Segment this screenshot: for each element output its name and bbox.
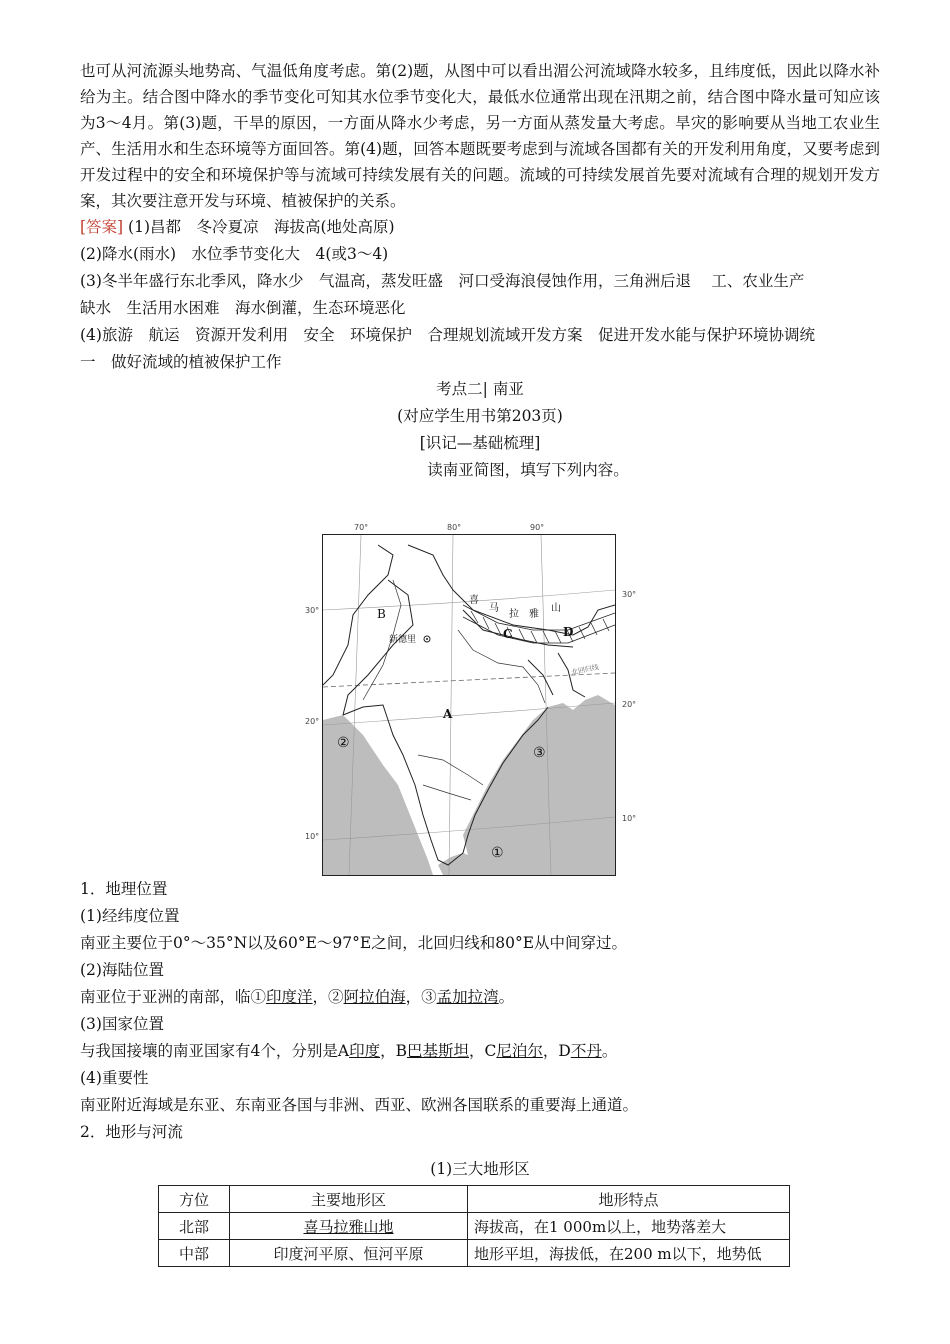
delhi-dot bbox=[426, 638, 428, 640]
lon-label-80: 80° bbox=[447, 523, 462, 532]
answer-line-3: (3)冬半年盛行东北季风，降水少 气温高，蒸发旺盛 河口受海浪侵蚀作用，三角洲后退 工、农业生产 bbox=[80, 272, 805, 290]
para-1-2: 南亚位于亚洲的南部，临①印度洋，②阿拉伯海，③孟加拉湾。 bbox=[80, 988, 515, 1006]
answer-pakistan: 巴基斯坦 bbox=[406, 1042, 469, 1060]
label-c: C bbox=[503, 627, 513, 641]
heading-2: 2．地形与河流 bbox=[80, 1123, 183, 1141]
answer-line-4: 缺水 生活用水困难 海水倒灌，生态环境恶化 bbox=[80, 299, 406, 317]
label-sea-2: ② bbox=[337, 735, 350, 751]
table-header-row bbox=[159, 1186, 790, 1213]
himalaya-char-5: 山 bbox=[551, 603, 561, 614]
table-header: 方位 bbox=[159, 1186, 230, 1213]
himalaya-band bbox=[463, 605, 615, 643]
answer-line-2: (2)降水(雨水) 水位季节变化大 4(或3～4) bbox=[80, 245, 389, 263]
table-caption: (1)三大地形区 bbox=[430, 1160, 530, 1178]
heading-1-2: (2)海陆位置 bbox=[80, 961, 164, 979]
para-1-1: 南亚主要位于0°～35°N以及60°E～97°E之间，北回归线和80°E从中间穿过。 bbox=[80, 934, 628, 952]
section-ref: (对应学生用书第203页) bbox=[397, 407, 563, 425]
table-header: 地形特点 bbox=[468, 1186, 790, 1213]
label-sea-3: ③ bbox=[533, 745, 546, 761]
himalaya-char-3: 拉 bbox=[509, 609, 519, 620]
answer-bay-of-bengal: 孟加拉湾 bbox=[436, 988, 499, 1006]
himalaya-char-2: 马 bbox=[489, 603, 499, 614]
answer-arabian-sea: 阿拉伯海 bbox=[343, 988, 406, 1006]
map-svg bbox=[323, 535, 615, 875]
table-header: 主要地形区 bbox=[230, 1186, 468, 1213]
table-cell: 喜马拉雅山地 bbox=[230, 1213, 468, 1240]
heading-1-3: (3)国家位置 bbox=[80, 1015, 164, 1033]
answer-india: 印度 bbox=[349, 1042, 381, 1060]
label-d: D bbox=[563, 625, 574, 639]
lat-label-10-left: 10° bbox=[305, 832, 320, 841]
answer-tag: [答案] bbox=[80, 218, 124, 236]
table-cell: 地形平坦，海拔低，在200 m以下，地势低 bbox=[468, 1240, 790, 1267]
lat-label-20-left: 20° bbox=[305, 717, 320, 726]
south-asia-map bbox=[302, 520, 642, 880]
table-row bbox=[159, 1240, 790, 1267]
delhi-label: 新德里 bbox=[389, 635, 417, 645]
lon-label-70: 70° bbox=[354, 523, 369, 532]
heading-1-1: (1)经纬度位置 bbox=[80, 907, 180, 925]
para-1-4: 南亚附近海域是东亚、东南亚各国与非洲、西亚、欧洲各国联系的重要海上通道。 bbox=[80, 1096, 639, 1114]
heading-1-4: (4)重要性 bbox=[80, 1069, 149, 1087]
lat-label-30-left: 30° bbox=[305, 606, 320, 615]
answer-line-6: 一 做好流域的植被保护工作 bbox=[80, 353, 282, 371]
tropic-label: 北回归线 bbox=[570, 663, 600, 677]
lat-label-20-right: 20° bbox=[622, 700, 637, 709]
terrain-table bbox=[158, 1185, 790, 1267]
himalaya-char-4: 雅 bbox=[529, 609, 539, 620]
para-1-3: 与我国接壤的南亚国家有4个，分别是A印度，B巴基斯坦，C尼泊尔，D不丹。 bbox=[80, 1042, 618, 1060]
table-cell: 海拔高，在1 000m以上，地势落差大 bbox=[468, 1213, 790, 1240]
content-list bbox=[80, 876, 880, 1146]
lat-label-10-right: 10° bbox=[622, 814, 637, 823]
himalaya-char-1: 喜 bbox=[469, 595, 479, 606]
bay-of-bengal bbox=[463, 695, 615, 875]
table-cell: 北部 bbox=[159, 1213, 230, 1240]
label-sea-1: ① bbox=[491, 845, 504, 861]
label-b: B bbox=[377, 607, 386, 621]
text-block bbox=[80, 58, 880, 484]
lon-label-90: 90° bbox=[530, 523, 545, 532]
map-frame bbox=[322, 534, 616, 876]
table-cell: 印度河平原、恒河平原 bbox=[230, 1240, 468, 1267]
answer-bhutan: 不丹 bbox=[570, 1042, 602, 1060]
table-row bbox=[159, 1213, 790, 1240]
answer-line-5: (4)旅游 航运 资源开发利用 安全 环境保护 合理规划流域开发方案 促进开发水能与保护环境协调统 bbox=[80, 326, 815, 344]
heading-1: 1．地理位置 bbox=[80, 880, 168, 898]
lat-label-30-right: 30° bbox=[622, 590, 637, 599]
section-title: 考点二| 南亚 bbox=[436, 380, 524, 398]
explanation-paragraph: 也可从河流源头地势高、气温低角度考虑。第(2)题，从图中可以看出湄公河流域降水较多，且纬度低，因此以降水补给为主。结合图中降水的季节变化可知其水位季节变化大，最低水位通常出现在汛期之前，结合图中降水量可知应该为3～4月。第(3)题，干旱的原因，一方面从降水少考虑，另一方面从蒸发量大考虑。旱灾的影响要从当地工农业生产、生活用水和生态环境等方面回答。第(4)题，回答本题既要考虑到与流域各国都有关的开发利用角度，又要考虑到开发过程中的安全和环境保护等与流域可持续发展有关的问题。流域的可持续发展首先要对流域有合理的规划开发方案，其次要注意开发与环境、植被保护的关系。 bbox=[80, 62, 880, 210]
section-sub: [识记—基础梳理] bbox=[419, 434, 541, 452]
table-cell: 中部 bbox=[159, 1240, 230, 1267]
answer-indian-ocean: 印度洋 bbox=[266, 988, 313, 1006]
label-a: A bbox=[443, 707, 453, 721]
answer-nepal: 尼泊尔 bbox=[496, 1042, 543, 1060]
answer-line-1: [答案] (1)昌都 冬冷夏凉 海拔高(地处高原) bbox=[80, 218, 395, 236]
section-instruction: 读南亚简图，填写下列内容。 bbox=[427, 461, 629, 479]
